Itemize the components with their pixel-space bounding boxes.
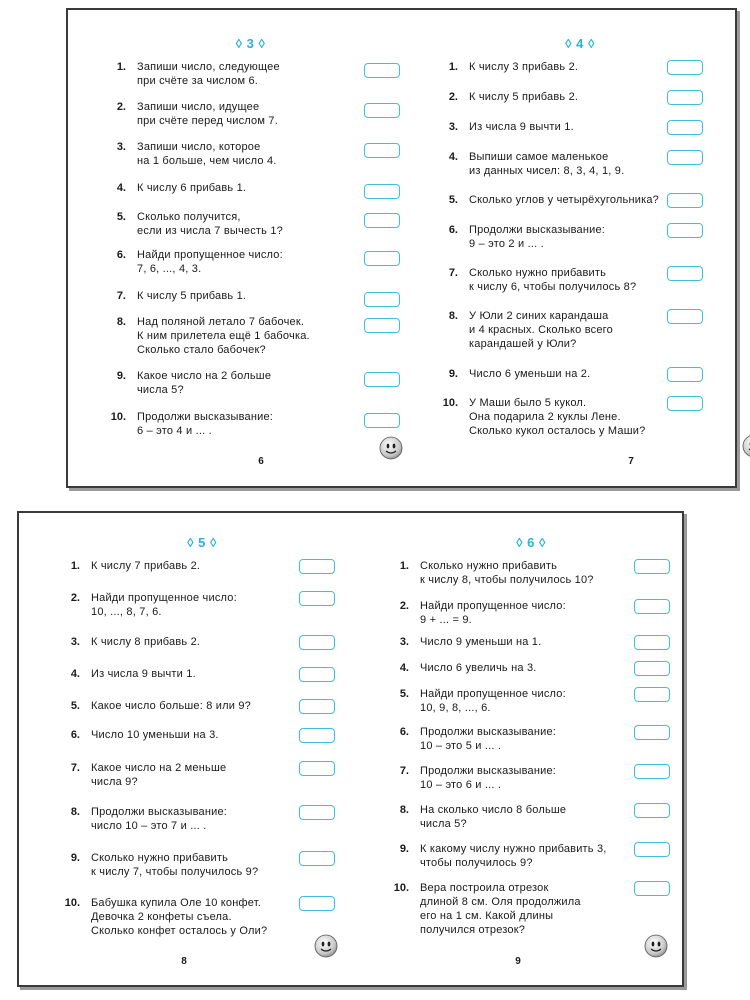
page-title: ◊ 3 ◊ — [235, 36, 266, 51]
question-number: 4. — [70, 668, 80, 680]
question-number: 10. — [64, 897, 80, 909]
question-number: 9. — [70, 852, 80, 864]
answer-box[interactable] — [667, 60, 703, 75]
question-number: 1. — [448, 61, 458, 73]
question-number: 10. — [110, 411, 126, 423]
bottom-spread — [17, 511, 684, 987]
answer-box[interactable] — [299, 851, 335, 866]
question-number: 5. — [399, 688, 409, 700]
question-text: Продолжи высказывание: 9 – это 2 и ... . — [469, 224, 606, 250]
smiley-face-icon — [379, 436, 403, 460]
answer-box[interactable] — [364, 292, 400, 307]
answer-box[interactable] — [634, 635, 670, 650]
question-number: 2. — [116, 101, 126, 113]
question-text: К числу 6 прибавь 1. — [137, 182, 247, 194]
answer-box[interactable] — [299, 591, 335, 606]
page-3 — [98, 10, 403, 486]
question-text: Запиши число, идущее при счёте перед числом 7. — [137, 101, 278, 127]
page-4 — [430, 10, 730, 486]
answer-box[interactable] — [364, 143, 400, 158]
question-number: 9. — [448, 368, 458, 380]
question-number: 7. — [70, 762, 80, 774]
question-number: 3. — [70, 636, 80, 648]
question-text: Выпиши самое маленькое из данных чисел: 8, 3, 4, 1, 9. — [469, 151, 625, 177]
question-number: 1. — [116, 61, 126, 73]
question-text: Сколько нужно прибавить к числу 7, чтобы получилось 9? — [91, 852, 259, 878]
question-text: К числу 5 прибавь 2. — [469, 91, 579, 103]
answer-box[interactable] — [667, 90, 703, 105]
page-5 — [52, 513, 352, 985]
question-text: Сколько получится, если из числа 7 вычесть 1? — [137, 211, 283, 237]
question-text: Продолжи высказывание: число 10 – это 7 и ... . — [91, 806, 228, 832]
question-number: 4. — [116, 182, 126, 194]
page-title: ◊ 4 ◊ — [565, 36, 595, 51]
answer-box[interactable] — [634, 881, 670, 896]
answer-box[interactable] — [299, 761, 335, 776]
question-number: 8. — [116, 316, 126, 328]
answer-box[interactable] — [634, 687, 670, 702]
question-text: К числу 5 прибавь 1. — [137, 290, 247, 302]
page-number: 6 — [258, 456, 264, 467]
answer-box[interactable] — [299, 635, 335, 650]
question-number: 2. — [448, 91, 458, 103]
question-number: 1. — [399, 560, 409, 572]
answer-box[interactable] — [364, 372, 400, 387]
question-number: 5. — [70, 700, 80, 712]
question-text: Вера построила отрезок длиной 8 см. Оля продолжила его на 1 см. Какой длины получился отрезок? — [420, 882, 581, 936]
question-text: Сколько углов у четырёхугольника? — [469, 194, 659, 206]
answer-box[interactable] — [364, 103, 400, 118]
answer-box[interactable] — [364, 184, 400, 199]
question-text: Запиши число, которое на 1 больше, чем число 4. — [137, 141, 277, 167]
answer-box[interactable] — [299, 896, 335, 911]
answer-box[interactable] — [299, 667, 335, 682]
question-number: 5. — [448, 194, 458, 206]
answer-box[interactable] — [634, 803, 670, 818]
answer-box[interactable] — [667, 150, 703, 165]
question-text: Найди пропущенное число: 9 + ... = 9. — [420, 600, 566, 626]
question-text: Найди пропущенное число: 10, ..., 8, 7, 6. — [91, 592, 237, 618]
answer-box[interactable] — [634, 764, 670, 779]
question-number: 6. — [70, 729, 80, 741]
question-text: К числу 3 прибавь 2. — [469, 61, 579, 73]
page-title: ◊ 6 ◊ — [516, 535, 546, 550]
question-number: 5. — [116, 211, 126, 223]
question-number: 1. — [70, 560, 80, 572]
question-number: 6. — [448, 224, 458, 236]
question-number: 4. — [448, 151, 458, 163]
answer-box[interactable] — [634, 661, 670, 676]
question-text: Продолжи высказывание: 10 – это 5 и ... . — [420, 726, 557, 752]
question-text: Какое число на 2 больше числа 5? — [137, 370, 272, 396]
question-text: Сколько нужно прибавить к числу 8, чтобы получилось 10? — [420, 560, 594, 586]
question-number: 3. — [448, 121, 458, 133]
page-title: ◊ 5 ◊ — [187, 535, 217, 550]
question-number: 3. — [116, 141, 126, 153]
smiley-face-icon — [742, 434, 750, 458]
answer-box[interactable] — [299, 728, 335, 743]
question-number: 10. — [442, 397, 458, 409]
question-text: К какому числу нужно прибавить 3, чтобы получилось 9? — [420, 843, 607, 869]
answer-box[interactable] — [634, 725, 670, 740]
question-text: Число 6 увеличь на 3. — [420, 662, 537, 674]
question-text: Найди пропущенное число: 10, 9, 8, ..., 6. — [420, 688, 566, 714]
answer-box[interactable] — [667, 223, 703, 238]
question-number: 7. — [448, 267, 458, 279]
answer-box[interactable] — [667, 193, 703, 208]
question-number: 3. — [399, 636, 409, 648]
page-number: 8 — [181, 956, 187, 967]
question-text: К числу 8 прибавь 2. — [91, 636, 201, 648]
answer-box[interactable] — [634, 559, 670, 574]
answer-box[interactable] — [667, 367, 703, 382]
answer-box[interactable] — [667, 266, 703, 281]
question-text: Бабушка купила Оле 10 конфет. Девочка 2 конфеты съела. Сколько конфет осталось у Оли? — [91, 897, 268, 937]
question-number: 8. — [448, 310, 458, 322]
answer-box[interactable] — [299, 559, 335, 574]
question-text: Запиши число, следующее при счёте за числом 6. — [137, 61, 280, 87]
question-number: 7. — [399, 765, 409, 777]
question-number: 2. — [70, 592, 80, 604]
answer-box[interactable] — [634, 842, 670, 857]
question-number: 2. — [399, 600, 409, 612]
question-text: Число 6 уменьши на 2. — [469, 368, 591, 380]
answer-box[interactable] — [364, 63, 400, 78]
question-number: 9. — [116, 370, 126, 382]
answer-box[interactable] — [667, 396, 703, 411]
question-text: У Юли 2 синих карандаша и 4 красных. Сколько всего карандашей у Юли? — [469, 310, 613, 350]
question-number: 10. — [393, 882, 409, 894]
question-text: Число 9 уменьши на 1. — [420, 636, 542, 648]
question-number: 8. — [70, 806, 80, 818]
question-text: У Маши было 5 кукол. Она подарила 2 куклы Лене. Сколько кукол осталось у Маши? — [469, 397, 646, 437]
question-number: 6. — [399, 726, 409, 738]
question-text: Какое число на 2 меньше числа 9? — [91, 762, 227, 788]
top-spread — [66, 8, 737, 488]
answer-box[interactable] — [364, 251, 400, 266]
question-text: Из числа 9 вычти 1. — [469, 121, 574, 133]
question-text: Над поляной летало 7 бабочек. К ним прилетела ещё 1 бабочка. Сколько стало бабочек? — [137, 316, 310, 356]
question-text: На сколько число 8 больше числа 5? — [420, 804, 567, 830]
question-text: Сколько нужно прибавить к числу 6, чтобы получилось 8? — [469, 267, 637, 293]
question-text: Продолжи высказывание: 10 – это 6 и ... . — [420, 765, 557, 791]
smiley-face-icon — [314, 934, 338, 958]
answer-box[interactable] — [667, 120, 703, 135]
question-number: 6. — [116, 249, 126, 261]
answer-box[interactable] — [364, 318, 400, 333]
page-number: 9 — [515, 956, 521, 967]
smiley-face-icon — [644, 934, 668, 958]
answer-box[interactable] — [299, 699, 335, 714]
question-text: К числу 7 прибавь 2. — [91, 560, 201, 572]
page-6 — [381, 513, 681, 985]
answer-box[interactable] — [364, 413, 400, 428]
question-text: Продолжи высказывание: 6 – это 4 и ... . — [137, 411, 274, 437]
question-text: Из числа 9 вычти 1. — [91, 668, 196, 680]
question-text: Какое число больше: 8 или 9? — [91, 700, 251, 712]
answer-box[interactable] — [667, 309, 703, 324]
answer-box[interactable] — [299, 805, 335, 820]
page-number: 7 — [628, 456, 634, 467]
question-number: 4. — [399, 662, 409, 674]
question-text: Найди пропущенное число: 7, 6, ..., 4, 3. — [137, 249, 283, 275]
question-number: 9. — [399, 843, 409, 855]
answer-box[interactable] — [364, 213, 400, 228]
question-number: 7. — [116, 290, 126, 302]
question-number: 8. — [399, 804, 409, 816]
answer-box[interactable] — [634, 599, 670, 614]
question-text: Число 10 уменьши на 3. — [91, 729, 219, 741]
